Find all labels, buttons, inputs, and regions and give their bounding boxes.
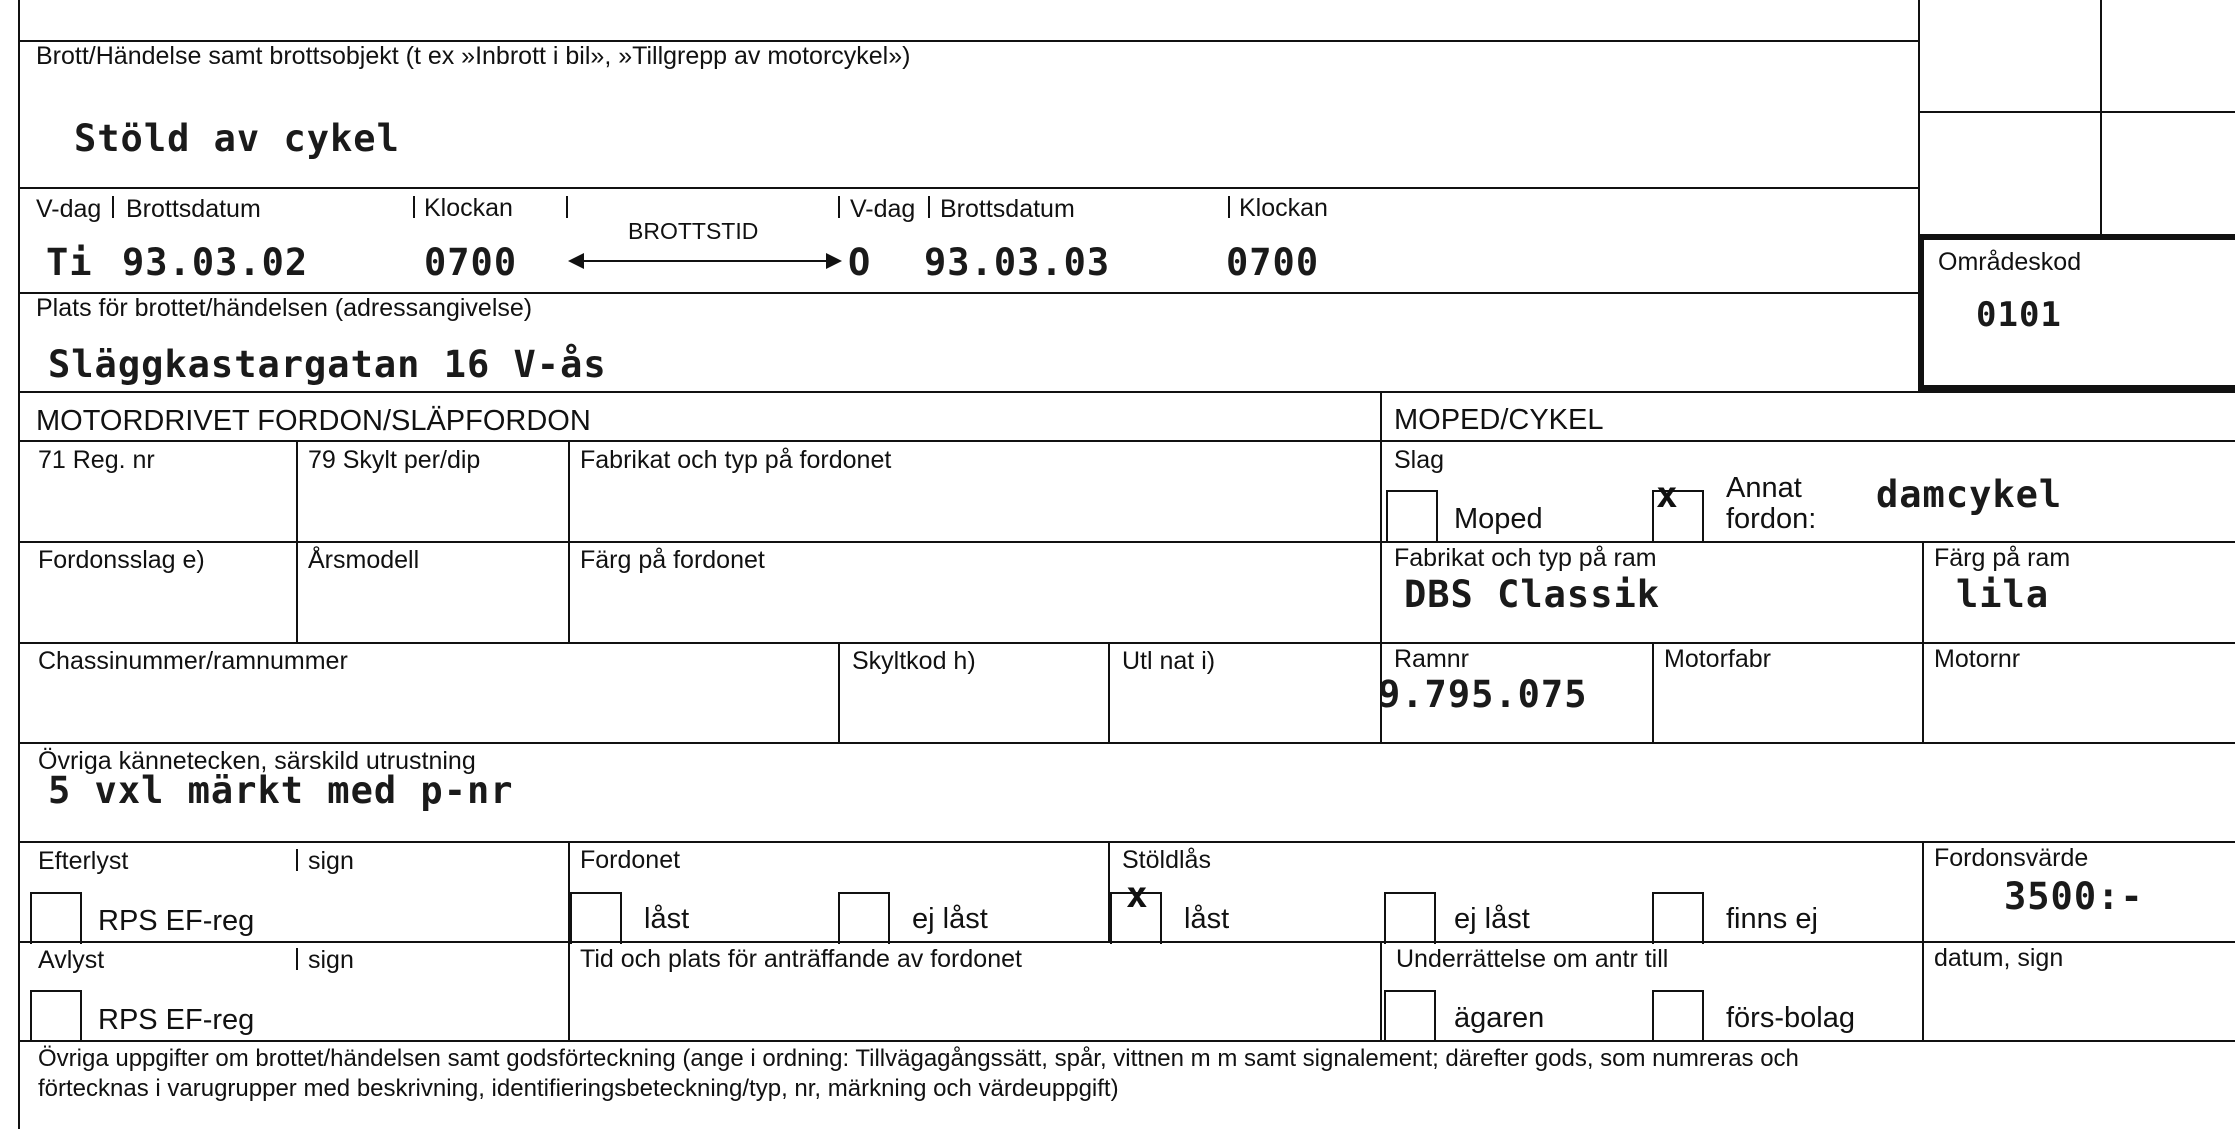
fors-bolag-checkbox[interactable] xyxy=(1652,990,1704,1042)
tick xyxy=(928,196,930,218)
fordonet-last-checkbox[interactable] xyxy=(570,892,622,944)
stoldlas-finns-ej-label: finns ej xyxy=(1726,903,1818,935)
tick xyxy=(838,196,840,218)
tick xyxy=(112,196,114,218)
ram-fabrikat-value[interactable]: DBS Classik xyxy=(1404,573,1661,616)
motorfabr-label: Motorfabr xyxy=(1664,645,1771,673)
time-range-arrow xyxy=(566,248,844,274)
annat-check-mark: x xyxy=(1656,475,1678,516)
stoldlas-ej-last-checkbox[interactable] xyxy=(1384,892,1436,944)
skylt-label: 79 Skylt per/dip xyxy=(308,446,481,474)
slag-label: Slag xyxy=(1394,446,1445,474)
tick xyxy=(413,196,415,218)
annat-label-2: fordon: xyxy=(1726,503,1817,535)
rule xyxy=(1922,541,1924,743)
to-date-value[interactable]: 93.03.03 xyxy=(924,241,1111,284)
datum-sign-label: datum, sign xyxy=(1934,944,2064,972)
rule xyxy=(18,841,2235,843)
to-vdag-value[interactable]: O xyxy=(848,241,872,284)
notes-line-2: förtecknas i varugrupper med beskrivning, identifieringsbeteckning/typ, nr, märkning och värdeuppgift) xyxy=(38,1075,1119,1102)
place-value[interactable]: Släggkastargatan 16 V-ås xyxy=(48,343,607,386)
fordonsvarde-label: Fordonsvärde xyxy=(1934,844,2089,872)
rule xyxy=(1380,941,1382,1040)
rule xyxy=(1652,642,1654,743)
rule xyxy=(18,0,20,1129)
skyltkod-label: Skyltkod h) xyxy=(852,647,976,675)
rule xyxy=(1108,642,1110,743)
incident-value[interactable]: Stöld av cykel xyxy=(74,117,400,160)
rule xyxy=(2100,0,2102,237)
avlyst-label: Avlyst xyxy=(38,946,105,974)
area-box-top xyxy=(1918,234,2235,240)
ram-farg-label: Färg på ram xyxy=(1934,544,2071,572)
moped-checkbox[interactable] xyxy=(1386,490,1438,542)
chassi-label: Chassinummer/ramnummer xyxy=(38,647,348,675)
ramnr-label: Ramnr xyxy=(1394,645,1470,673)
from-date-label: Brottsdatum xyxy=(126,195,261,223)
stoldlas-ej-last-label: ej låst xyxy=(1454,903,1530,935)
rule xyxy=(296,440,298,642)
place-label: Plats för brottet/händelsen (adressangivelse) xyxy=(36,294,533,322)
ram-fabrikat-label: Fabrikat och typ på ram xyxy=(1394,544,1657,572)
fordonet-ej-last-label: ej låst xyxy=(912,903,988,935)
fabrikat-label: Fabrikat och typ på fordonet xyxy=(580,446,892,474)
moped-heading: MOPED/CYKEL xyxy=(1394,404,1604,436)
rule xyxy=(18,440,2235,442)
avlyst-rps-label: RPS EF-reg xyxy=(98,1004,255,1036)
stoldlas-last-label: låst xyxy=(1184,903,1230,935)
rule xyxy=(18,742,2235,744)
annat-value[interactable]: damcykel xyxy=(1876,473,2063,516)
efterlyst-label: Efterlyst xyxy=(38,847,129,875)
underrattelse-label: Underrättelse om antr till xyxy=(1396,945,1669,973)
from-vdag-label: V-dag xyxy=(36,195,102,223)
stoldlas-label: Stöldlås xyxy=(1122,846,1211,874)
to-clock-value[interactable]: 0700 xyxy=(1226,241,1320,284)
efterlyst-rps-label: RPS EF-reg xyxy=(98,905,255,937)
area-box-left xyxy=(1918,234,1924,391)
rule xyxy=(1918,111,2235,113)
area-code-label: Områdeskod xyxy=(1938,248,2082,276)
agaren-checkbox[interactable] xyxy=(1384,990,1436,1042)
tick xyxy=(296,849,298,871)
farg-label: Färg på fordonet xyxy=(580,546,765,574)
motor-heading: MOTORDRIVET FORDON/SLÄPFORDON xyxy=(36,405,591,437)
utlnat-label: Utl nat i) xyxy=(1122,647,1216,675)
from-date-value[interactable]: 93.03.02 xyxy=(122,241,309,284)
arsmodell-label: Årsmodell xyxy=(308,546,420,574)
rule xyxy=(18,391,2235,393)
stamp-residue xyxy=(1000,112,1024,158)
from-clock-value[interactable]: 0700 xyxy=(424,241,518,284)
avlyst-rps-checkbox[interactable] xyxy=(30,990,82,1042)
incident-label: Brott/Händelse samt brottsobjekt (t ex »Inbrott i bil», »Tillgrepp av motorcykel») xyxy=(36,42,911,70)
moped-option-label: Moped xyxy=(1454,503,1543,535)
efterlyst-rps-checkbox[interactable] xyxy=(30,892,82,944)
stoldlas-check-mark: x xyxy=(1126,875,1148,916)
ram-farg-value[interactable]: lila xyxy=(1956,573,2050,616)
avlyst-sign-label: sign xyxy=(308,946,354,974)
tick xyxy=(566,196,568,218)
fordonsvarde-value[interactable]: 3500:- xyxy=(2004,875,2144,918)
efterlyst-sign-label: sign xyxy=(308,847,354,875)
fordonet-label: Fordonet xyxy=(580,846,681,874)
area-box-bottom xyxy=(1918,385,2235,391)
other-marks-label: Övriga kännetecken, särskild utrustning xyxy=(38,747,476,775)
ramnr-value[interactable]: 9.795.075 xyxy=(1378,673,1588,716)
stoldlas-finns-ej-checkbox[interactable] xyxy=(1652,892,1704,944)
area-code-value[interactable]: 0101 xyxy=(1976,295,2062,335)
tick xyxy=(1228,196,1230,218)
rule xyxy=(18,187,1918,189)
fordonet-last-label: låst xyxy=(644,903,690,935)
rule xyxy=(568,440,570,642)
rule xyxy=(1922,841,1924,1040)
tick xyxy=(296,948,298,970)
from-vdag-value[interactable]: Ti xyxy=(46,241,93,284)
fordonet-ej-last-checkbox[interactable] xyxy=(838,892,890,944)
rule xyxy=(18,1040,2235,1042)
motornr-label: Motornr xyxy=(1934,645,2021,673)
rule xyxy=(18,642,2235,644)
fors-bolag-label: förs-bolag xyxy=(1726,1002,1855,1034)
fordonsslag-label: Fordonsslag e) xyxy=(38,546,205,574)
to-vdag-label: V-dag xyxy=(850,195,916,223)
agaren-label: ägaren xyxy=(1454,1002,1545,1034)
other-marks-value[interactable]: 5 vxl märkt med p-nr xyxy=(48,769,514,812)
to-date-label: Brottsdatum xyxy=(940,195,1075,223)
from-clock-label: Klockan xyxy=(424,194,513,222)
notes-line-1: Övriga uppgifter om brottet/händelsen samt godsförteckning (ange i ordning: Tillvägagångssätt, spår, vittnen m m samt signalement; därefter gods, som numreras och xyxy=(38,1045,1799,1072)
tid-plats-label: Tid och plats för anträffande av fordonet xyxy=(580,945,1022,973)
rule xyxy=(838,642,840,743)
rule xyxy=(18,541,2235,543)
to-clock-label: Klockan xyxy=(1239,194,1328,222)
reg-nr-label: 71 Reg. nr xyxy=(38,446,155,474)
brottstid-label: BROTTSTID xyxy=(628,218,759,244)
annat-label-1: Annat xyxy=(1726,472,1802,504)
